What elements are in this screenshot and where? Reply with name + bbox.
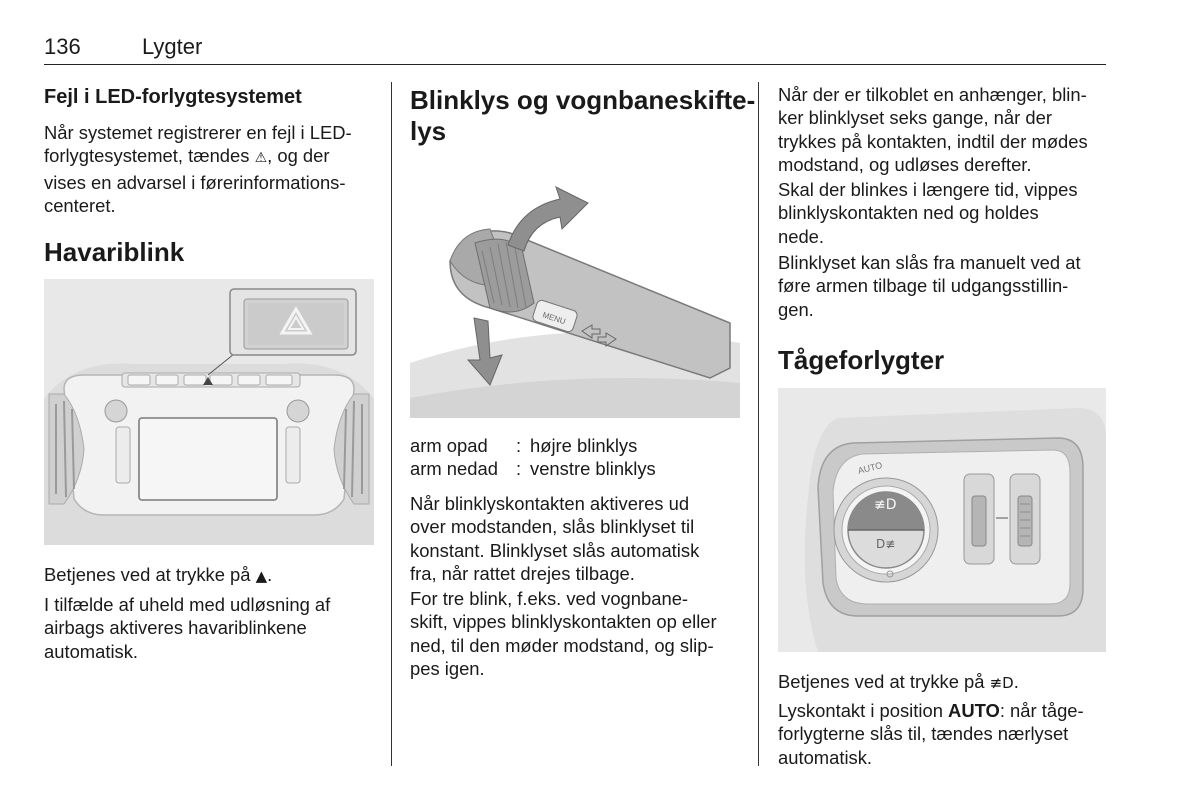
manual-off-para [778,251,1108,321]
text-line: For tre blink, f.eks. ved vognbane- [410,588,689,609]
blinklys-heading [410,85,755,147]
fog-operate-text: Betjenes ved at trykke på ≢D. [778,671,1019,692]
section-title: Lygter [142,34,203,59]
text-line: modstand, og udløses derefter. [778,154,1032,176]
led-fault-heading: Fejl i LED-forlygtesystemet [44,86,302,108]
havari-airbag-text [44,593,374,663]
havariblink-heading: Havariblink [44,237,185,267]
blinklys-para-2 [410,587,750,681]
svg-text:D≢: D≢ [876,537,896,551]
text-line: skift, vippes blinklyskontakten op eller [410,611,717,633]
text-line: ker blinklyset seks gange, når der [778,107,1052,129]
text-line: Når blinklyskontakten aktiveres ud [410,493,690,514]
text-line: Når systemet registrerer en fejl i LED- [44,122,352,143]
long-signal-para [778,178,1108,248]
legend-row [410,434,740,458]
legend-row [410,457,740,481]
text-line: over modstanden, slås blinklyset til [410,516,695,538]
column-divider-2 [758,82,759,766]
svg-text:≢D: ≢D [874,497,897,513]
text-line: Når der er tilkoblet en anhænger, blin- [778,84,1087,105]
header-rule [44,64,1106,65]
lever-legend [410,434,740,484]
text-line: konstant. Blinklyset slås automatisk [410,539,700,561]
text-line: Blinklyset kan slås fra manuelt ved at [778,252,1081,273]
turn-signal-lever-illustration [410,153,740,418]
switch-auto-label: AUTO [856,460,884,476]
heading-line: lys [410,116,447,146]
text-line: trykkes på kontakten, indtil der mødes [778,130,1088,152]
text-line: forlygtesystemet, tændes ⚠, og der [44,145,330,167]
text-line: Skal der blinkes i længere tid, vippes [778,179,1078,200]
heading-line: Blinklys og vognbaneskifte- [410,85,756,115]
legend-term: arm opad [410,435,488,456]
text-line: I tilfælde af uheld med udløsning af [44,594,331,615]
legend-desc: venstre blinklys [530,458,656,479]
legend-sep: : [516,458,522,479]
led-warning-icon: ⚠ [254,150,268,167]
text-line: pes igen. [410,658,485,680]
hazard-dashboard-illustration [44,279,374,545]
fog-lights-heading: Tågeforlygter [778,345,945,375]
menu-button-label: MENU [541,310,567,327]
blinklys-para-1 [410,492,750,586]
legend-desc: højre blinklys [530,435,638,456]
text-line: fra, når rattet drejes tilbage. [410,563,635,585]
auto-position-text [778,699,1118,769]
text-line: gen. [778,298,814,320]
page-number: 136 [44,34,81,59]
text-line: Lyskontakt i position AUTO: når tåge- [778,700,1084,721]
auto-keyword: AUTO [948,700,1000,721]
led-fault-text [44,121,374,218]
light-switch-illustration [778,388,1106,652]
havari-operate-text: Betjenes ved at trykke på ▲. [44,564,273,585]
legend-term: arm nedad [410,458,498,479]
hazard-warning-icon: ▲ [255,567,268,585]
trailer-para [778,83,1108,177]
fog-light-icon: ≢D [989,674,1014,692]
text-line: ned, til den møder modstand, og slip- [410,634,714,656]
text-line: nede. [778,225,825,247]
column-divider-1 [391,82,392,766]
text-line: automatisk. [778,746,873,768]
text-line: centeret. [44,195,116,217]
text-line: føre armen tilbage til udgangsstillin- [778,275,1069,297]
text-line: automatisk. [44,640,139,662]
text-line: blinklyskontakten ned og holdes [778,202,1039,224]
legend-sep: : [516,435,522,456]
text-line: forlygterne slås til, tændes nærlyset [778,723,1069,745]
text-line: vises en advarsel i førerinformations- [44,171,346,193]
text-line: airbags aktiveres havariblinkene [44,617,307,639]
